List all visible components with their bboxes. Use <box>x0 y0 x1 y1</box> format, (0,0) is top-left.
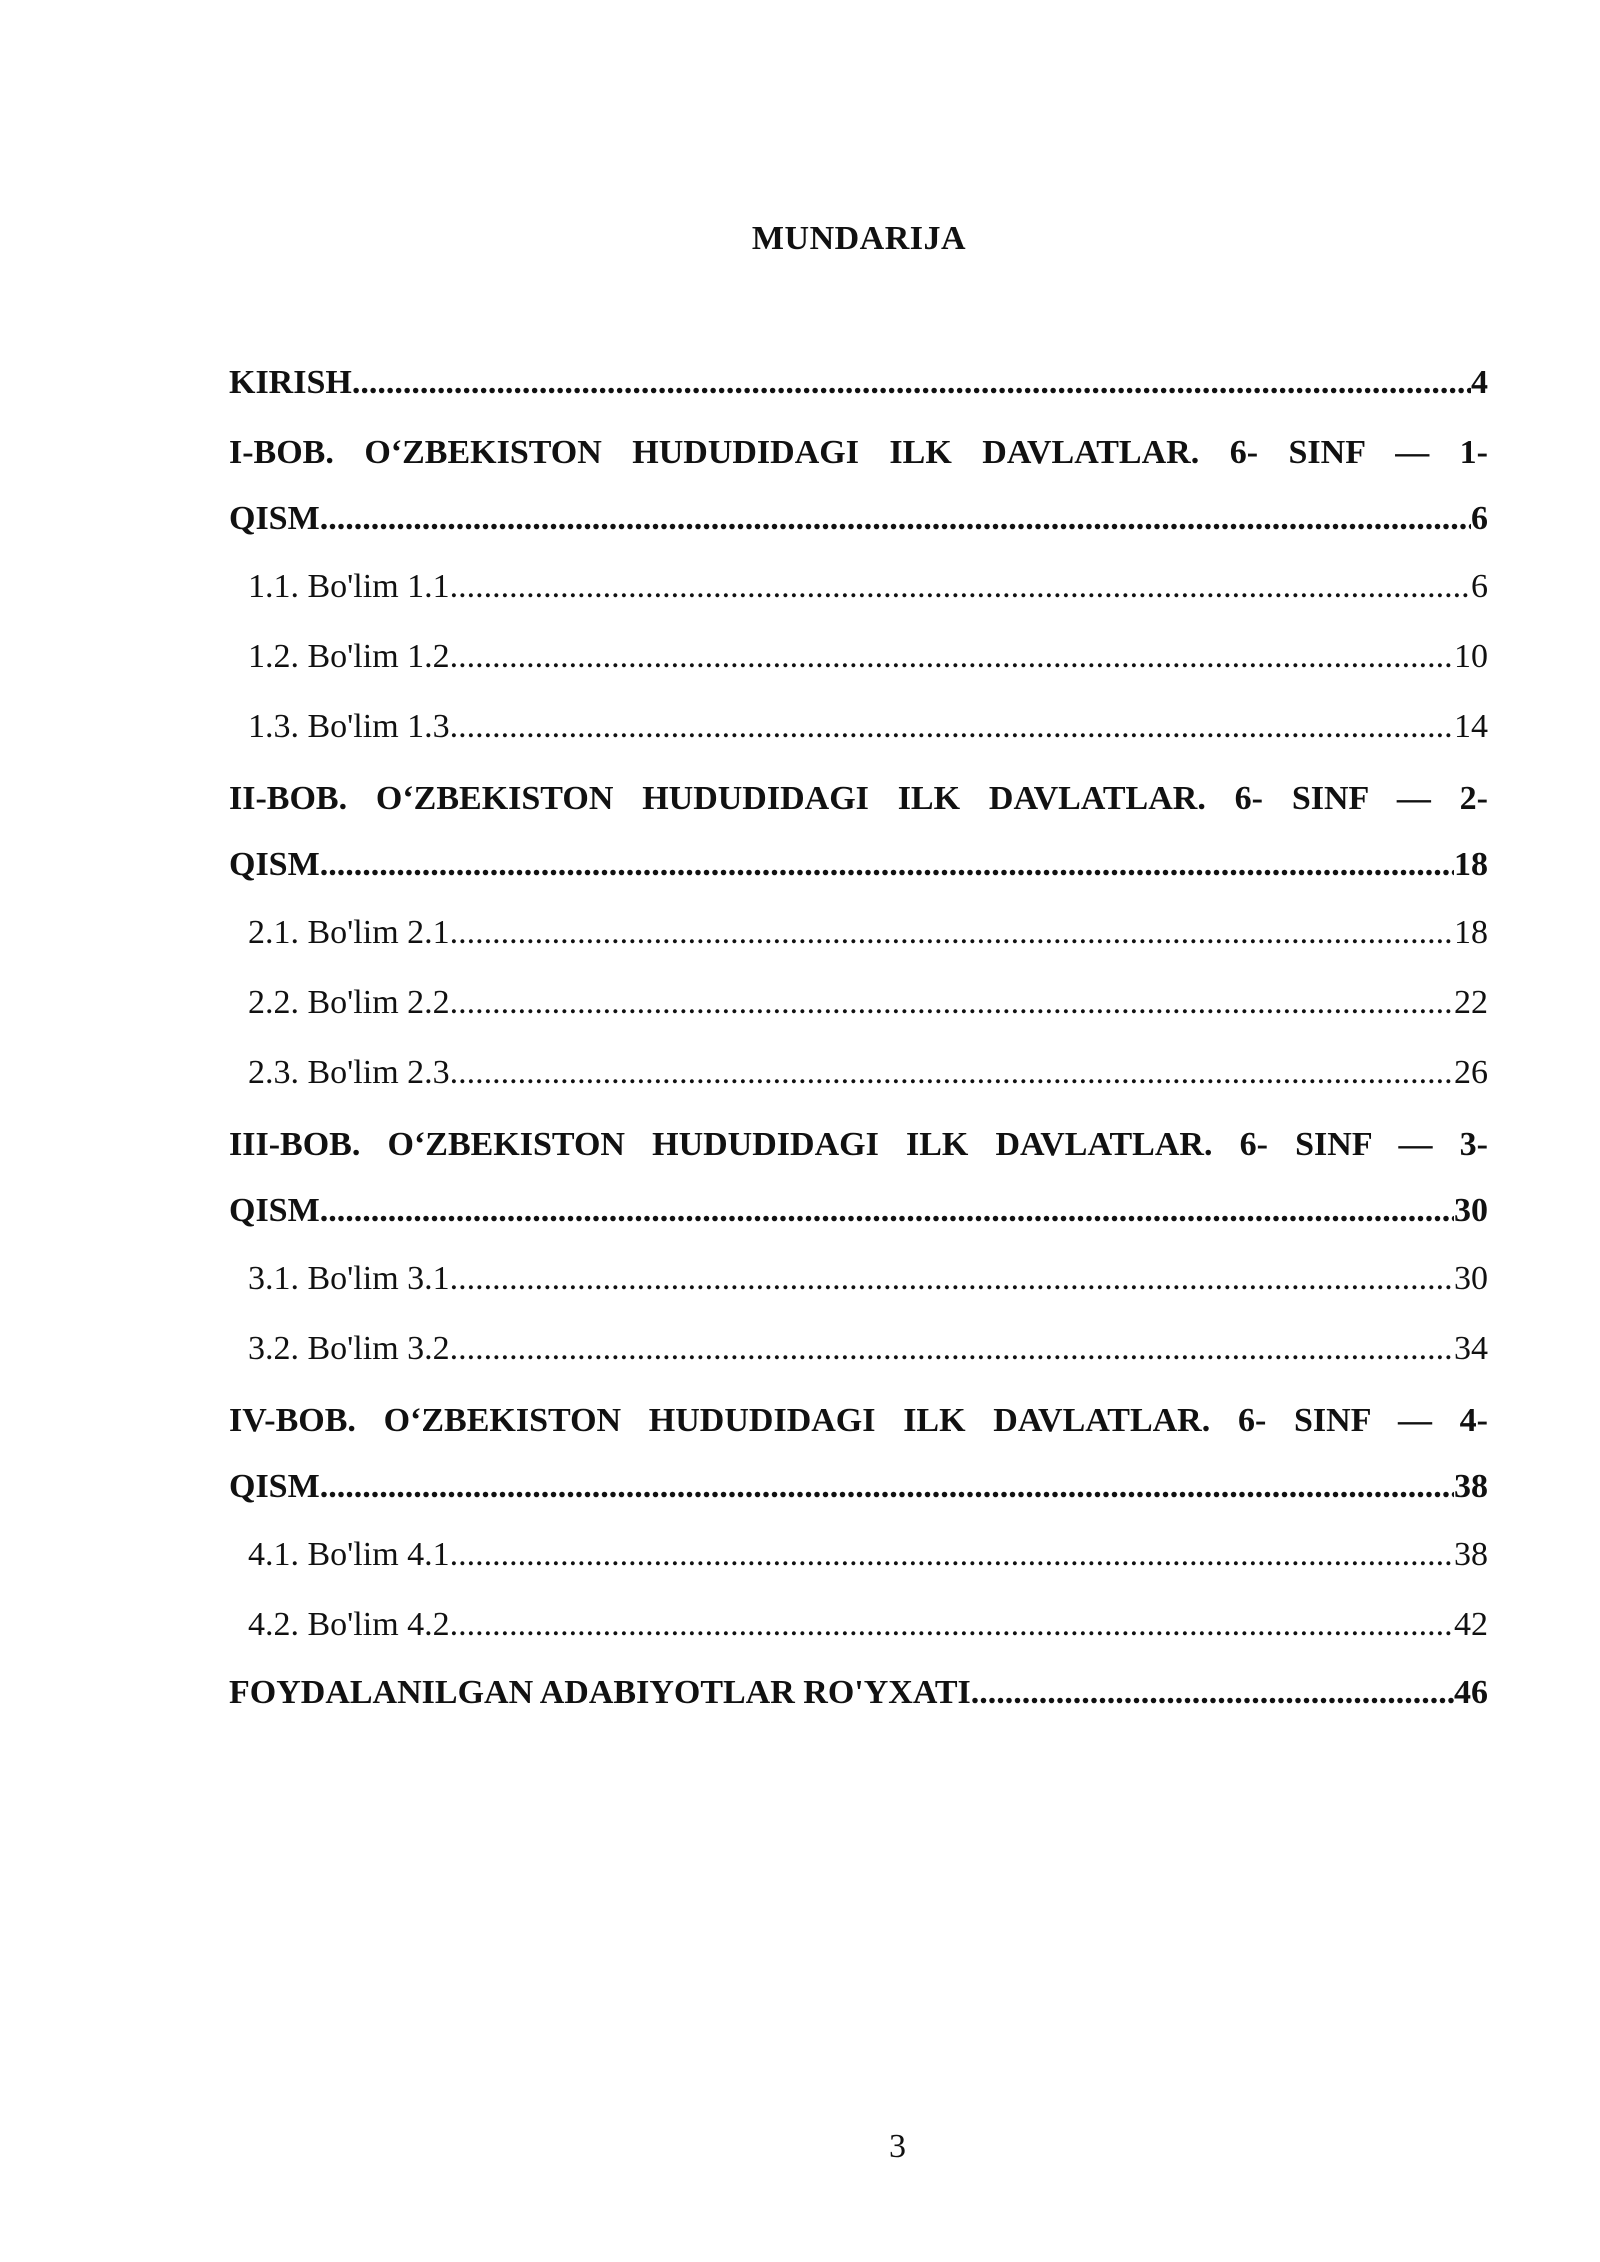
dot-leader <box>320 1178 1454 1244</box>
toc-entry-label: QISM <box>229 1468 320 1505</box>
toc-entry-page: 6 <box>1471 568 1488 605</box>
dot-leader <box>450 622 1454 692</box>
toc-chapter-1-title[interactable]: I-BOB. O‘ZBEKISTON HUDUDIDAGI ILK DAVLATLAR. 6- SINF — 1- <box>229 434 1488 471</box>
toc-section-4-2[interactable] <box>229 1590 1488 1660</box>
dot-leader <box>320 1454 1454 1520</box>
toc-entry-page: 14 <box>1454 708 1488 745</box>
toc-entry-page: 38 <box>1454 1468 1488 1505</box>
dot-leader <box>352 350 1471 416</box>
toc-entry-label: 1.1. Bo'lim 1.1 <box>248 568 450 605</box>
toc-section-3-2[interactable] <box>229 1314 1488 1384</box>
toc-chapter-3-continuation[interactable] <box>229 1178 1488 1244</box>
toc-chapter-1-continuation[interactable] <box>229 486 1488 552</box>
toc-section-2-2[interactable] <box>229 968 1488 1038</box>
dot-leader <box>450 1244 1454 1314</box>
dot-leader <box>450 1314 1454 1384</box>
toc-entry-label: 2.2. Bo'lim 2.2 <box>248 984 450 1021</box>
toc-section-1-2[interactable] <box>229 622 1488 692</box>
toc-chapter-2-continuation[interactable] <box>229 832 1488 898</box>
table-of-contents <box>229 350 1488 1726</box>
toc-chapter-3-title[interactable]: III-BOB. O‘ZBEKISTON HUDUDIDAGI ILK DAVLATLAR. 6- SINF — 3- <box>229 1126 1488 1163</box>
toc-entry-label: 1.3. Bo'lim 1.3 <box>248 708 450 745</box>
toc-entry-label: 1.2. Bo'lim 1.2 <box>248 638 450 675</box>
dot-leader <box>971 1660 1454 1726</box>
toc-entry-label: QISM <box>229 500 320 537</box>
toc-entry-kirish[interactable] <box>229 350 1488 416</box>
toc-entry-page: 46 <box>1454 1674 1488 1711</box>
page-title: MUNDARIJA <box>751 220 967 257</box>
toc-entry-page: 30 <box>1454 1260 1488 1297</box>
page-number: 3 <box>889 2128 906 2165</box>
toc-entry-page: 10 <box>1454 638 1488 675</box>
toc-entry-page: 18 <box>1454 914 1488 951</box>
dot-leader <box>450 552 1471 622</box>
toc-entry-label: 3.1. Bo'lim 3.1 <box>248 1260 450 1297</box>
toc-entry-page: 42 <box>1454 1606 1488 1643</box>
toc-entry-page: 6 <box>1471 500 1488 537</box>
toc-entry-label: 4.1. Bo'lim 4.1 <box>248 1536 450 1573</box>
toc-entry-page: 18 <box>1454 846 1488 883</box>
toc-entry-label: 2.3. Bo'lim 2.3 <box>248 1054 450 1091</box>
dot-leader <box>320 486 1471 552</box>
toc-section-4-1[interactable] <box>229 1520 1488 1590</box>
dot-leader <box>450 1520 1454 1590</box>
toc-entry-page: 22 <box>1454 984 1488 1021</box>
toc-section-1-3[interactable] <box>229 692 1488 762</box>
dot-leader <box>450 1038 1454 1108</box>
dot-leader <box>450 692 1454 762</box>
toc-chapter-2-title[interactable]: II-BOB. O‘ZBEKISTON HUDUDIDAGI ILK DAVLATLAR. 6- SINF — 2- <box>229 780 1488 817</box>
toc-section-2-1[interactable] <box>229 898 1488 968</box>
toc-entry-label: QISM <box>229 846 320 883</box>
toc-entry-page: 4 <box>1471 364 1488 401</box>
dot-leader <box>450 898 1454 968</box>
toc-entry-label: 4.2. Bo'lim 4.2 <box>248 1606 450 1643</box>
toc-entry-page: 26 <box>1454 1054 1488 1091</box>
toc-entry-page: 38 <box>1454 1536 1488 1573</box>
toc-entry-label: KIRISH <box>229 364 352 401</box>
toc-entry-label: FOYDALANILGAN ADABIYOTLAR RO'YXATI <box>229 1674 971 1711</box>
toc-entry-label: 2.1. Bo'lim 2.1 <box>248 914 450 951</box>
dot-leader <box>450 1590 1454 1660</box>
toc-entry-page: 30 <box>1454 1192 1488 1229</box>
toc-section-3-1[interactable] <box>229 1244 1488 1314</box>
toc-entry-page: 34 <box>1454 1330 1488 1367</box>
toc-section-1-1[interactable] <box>229 552 1488 622</box>
toc-entry-label: QISM <box>229 1192 320 1229</box>
toc-entry-label: 3.2. Bo'lim 3.2 <box>248 1330 450 1367</box>
dot-leader <box>450 968 1454 1038</box>
toc-section-2-3[interactable] <box>229 1038 1488 1108</box>
toc-chapter-4-title[interactable]: IV-BOB. O‘ZBEKISTON HUDUDIDAGI ILK DAVLATLAR. 6- SINF — 4- <box>229 1402 1488 1439</box>
dot-leader <box>320 832 1454 898</box>
toc-entry-references[interactable] <box>229 1660 1488 1726</box>
toc-chapter-4-continuation[interactable] <box>229 1454 1488 1520</box>
